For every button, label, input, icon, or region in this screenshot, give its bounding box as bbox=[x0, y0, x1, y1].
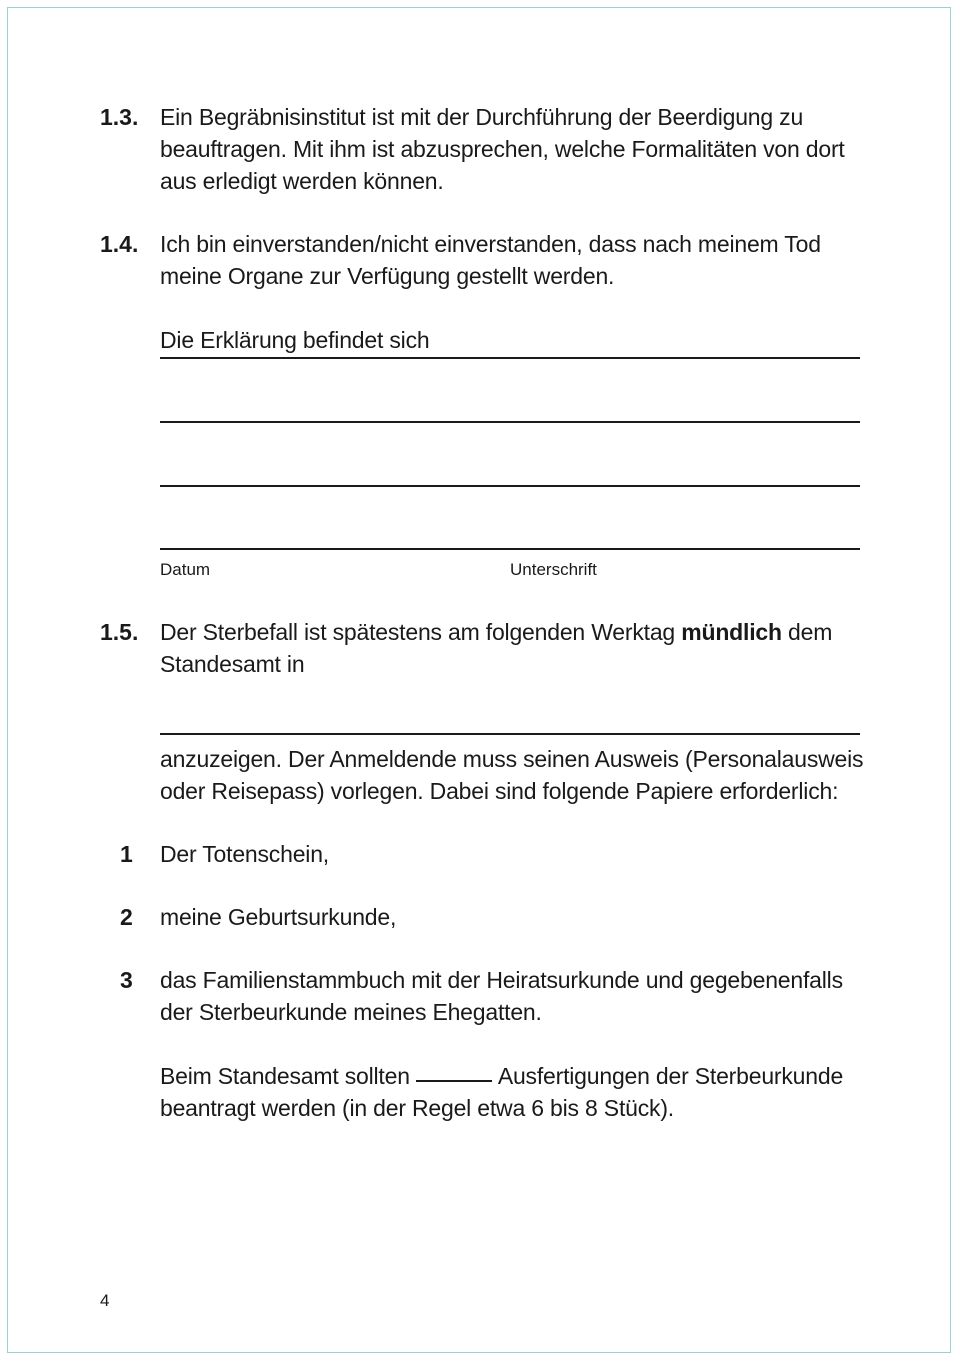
text-line: beauftragen. Mit ihm ist abzusprechen, welche Formalitäten von dort bbox=[160, 136, 845, 162]
text-line: Standesamt in bbox=[160, 651, 305, 677]
section-1-4-text bbox=[160, 228, 860, 292]
text-line: oder Reisepass) vorlegen. Dabei sind folgende Papiere erforderlich: bbox=[160, 778, 839, 804]
text-line: der Sterbeurkunde meines Ehegatten. bbox=[160, 999, 542, 1025]
list-item-number: 2 bbox=[120, 904, 133, 930]
text-segment: Ausfertigungen der Sterbeurkunde bbox=[497, 1063, 844, 1089]
text-line bbox=[160, 1060, 860, 1092]
closing-paragraph bbox=[160, 1060, 860, 1124]
list-item-number: 1 bbox=[120, 841, 133, 867]
copies-count-blank[interactable] bbox=[416, 1080, 492, 1082]
section-1-5-text bbox=[160, 616, 860, 680]
declaration-location-line-2[interactable] bbox=[160, 421, 860, 423]
text-line: das Familienstammbuch mit der Heiratsurkunde und gegebenenfalls bbox=[160, 967, 843, 993]
text-segment: Der Sterbefall ist spätestens am folgenden Werktag bbox=[160, 619, 682, 645]
section-number-1-3: 1.3. bbox=[100, 104, 139, 130]
text-line: Ich bin einverstanden/nicht einverstanden, dass nach meinem Tod bbox=[160, 231, 821, 257]
signature-label: Unterschrift bbox=[510, 560, 597, 579]
text-line: Der Totenschein, bbox=[160, 841, 329, 867]
section-number-1-4: 1.4. bbox=[100, 231, 139, 257]
list-item bbox=[160, 964, 860, 1028]
text-line: aus erledigt werden können. bbox=[160, 168, 444, 194]
text-line: beantragt werden (in der Regel etwa 6 bis 8 Stück). bbox=[160, 1095, 674, 1121]
date-signature-line[interactable] bbox=[160, 548, 860, 550]
text-line: Ein Begräbnisinstitut ist mit der Durchführung der Beerdigung zu bbox=[160, 104, 804, 130]
section-number-1-5: 1.5. bbox=[100, 619, 139, 645]
text-segment: Beim Standesamt sollten bbox=[160, 1063, 410, 1089]
list-item bbox=[160, 838, 860, 870]
date-label: Datum bbox=[160, 560, 211, 579]
text-line: meine Geburtsurkunde, bbox=[160, 904, 397, 930]
page-number: 4 bbox=[100, 1291, 110, 1310]
list-item bbox=[160, 901, 860, 933]
registry-office-line[interactable] bbox=[160, 733, 860, 735]
declaration-label: Die Erklärung befindet sich bbox=[160, 327, 430, 353]
text-line: meine Organe zur Verfügung gestellt werden. bbox=[160, 263, 615, 289]
text-line: anzuzeigen. Der Anmeldende muss seinen Ausweis (Personalausweis bbox=[160, 746, 864, 772]
declaration-location-line-3[interactable] bbox=[160, 485, 860, 487]
declaration-location-line-1[interactable] bbox=[160, 357, 860, 359]
emphasis-text: mündlich bbox=[681, 619, 782, 645]
section-1-5-continued bbox=[160, 743, 864, 807]
page-frame bbox=[7, 7, 951, 1353]
text-segment: dem bbox=[781, 619, 833, 645]
list-item-number: 3 bbox=[120, 967, 133, 993]
text-line bbox=[160, 616, 860, 648]
section-1-3-text bbox=[160, 101, 860, 197]
